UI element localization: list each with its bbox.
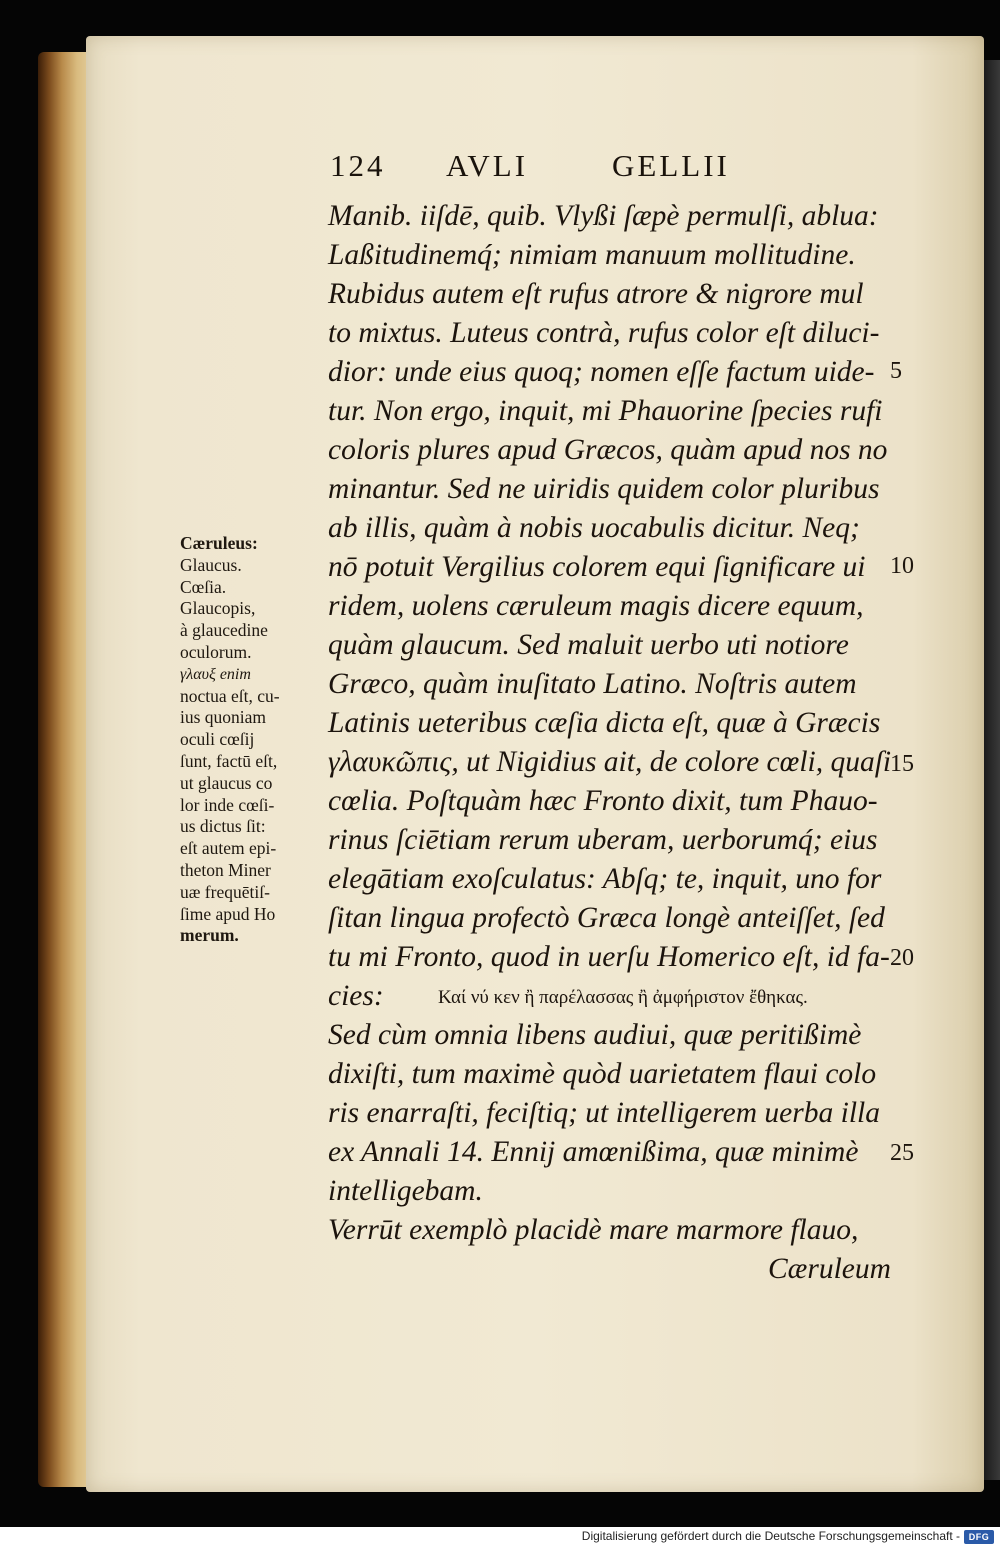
- text-line: ris enarraſti, feciſtiq; ut intelligerem uerba illa: [328, 1097, 880, 1129]
- text-line: γλαυκῶπις, ut Nigidius ait, de colore cœli, quaſi: [328, 746, 892, 778]
- text-line: ex Annali 14. Ennij amœnißima, quæ minimè: [328, 1136, 859, 1168]
- margin-line: Glaucus.: [180, 554, 242, 575]
- text-line: cœlia. Poſtquàm hæc Fronto dixit, tum Phauo-: [328, 785, 878, 817]
- dfg-logo-icon: [964, 1530, 994, 1544]
- line-number: 10: [890, 553, 914, 579]
- greek-quotation: Καί νύ κεν ἢ παρέλασσας ἢ ἀμφήριστον ἔθηκας.: [438, 987, 808, 1008]
- page-number: 124: [330, 148, 386, 183]
- text-line: Rubidus autem eſt rufus atrore & nigrore mul: [328, 278, 864, 310]
- funding-credit: Digitalisierung gefördert durch die Deutsche Forschungsgemeinschaft -: [581, 1529, 960, 1543]
- text-line: to mixtus. Luteus contrà, rufus color eſt diluci-: [328, 317, 880, 349]
- margin-line: oculorum.: [180, 641, 252, 662]
- margin-line: à glaucedine: [180, 620, 268, 641]
- margin-line: lor inde cœſi-: [180, 794, 275, 815]
- margin-line: noctua eſt, cu-: [180, 685, 280, 706]
- text-line: nō potuit Vergilius colorem equi ſignificare ui: [328, 551, 866, 583]
- text-line: tu mi Fronto, quod in uerſu Homerico eſt, id fa-: [328, 941, 890, 973]
- text-line: Latinis ueteribus cæſia dicta eſt, quæ à Græcis: [328, 707, 881, 739]
- dfg-logo-text: DFG: [968, 1532, 990, 1542]
- margin-line: Cœſia.: [180, 576, 227, 597]
- page-gutter-shadow: [984, 60, 1000, 1480]
- text-line: intelligebam.: [328, 1175, 483, 1207]
- margin-line: oculi cœſij: [180, 729, 255, 750]
- running-header: [330, 148, 750, 192]
- margin-line: γλαυξ enim: [180, 665, 251, 683]
- text-line: ab illis, quàm à nobis uocabulis dicitur. Neq;: [328, 512, 860, 544]
- text-line: minantur. Sed ne uiridis quidem color pluribus: [328, 473, 880, 505]
- running-title-author: AVLI: [446, 148, 529, 183]
- text-line: coloris plures apud Græcos, quàm apud nos no: [328, 434, 888, 466]
- text-line: tur. Non ergo, inquit, mi Phauorine ſpecies rufi: [328, 395, 883, 427]
- margin-line: uæ frequētiſ-: [180, 881, 270, 902]
- running-title-name: GELLII: [612, 148, 730, 183]
- text-line: cies:: [328, 980, 384, 1012]
- marginal-note: [180, 533, 330, 947]
- text-line: Laßitudinemq́; nimiam manuum mollitudine.: [328, 239, 856, 271]
- line-number: 15: [890, 751, 914, 777]
- text-line: ſitan lingua profectò Græca longè anteiſſet, ſed: [328, 902, 885, 934]
- text-line: ridem, uolens cæruleum magis dicere equum,: [328, 590, 864, 622]
- line-number: 20: [890, 945, 914, 971]
- margin-line: ſunt, factū eſt,: [180, 750, 278, 771]
- text-line: dixiſti, tum maximè quòd uarietatem flaui colo: [328, 1058, 877, 1090]
- digitization-footer: [0, 1527, 1000, 1547]
- margin-line: Glaucopis,: [180, 598, 256, 619]
- text-line: Manib. iiſdē, quib. Vlyßi ſæpè permulſi, ablua:: [328, 200, 879, 232]
- verse-line: Verrūt exemplò placidè mare marmore flauo,: [328, 1214, 859, 1246]
- margin-line: ſime apud Ho: [180, 903, 276, 924]
- text-line: quàm glaucum. Sed maluit uerbo uti notiore: [328, 629, 849, 661]
- margin-line: theton Miner: [180, 859, 271, 880]
- text-line: rinus ſciētiam rerum uberam, uerborumq́; eius: [328, 824, 878, 856]
- margin-line: ius quoniam: [180, 707, 267, 728]
- margin-line: us dictus ſit:: [180, 816, 266, 837]
- line-number: 5: [890, 358, 902, 384]
- text-line: elegātiam exoſculatus: Abſq; te, inquit, uno for: [328, 863, 882, 895]
- margin-line: eſt autem epi-: [180, 838, 277, 859]
- text-line: Græco, quàm inuſitato Latino. Noſtris autem: [328, 668, 857, 700]
- catchword: Cæruleum: [768, 1253, 891, 1285]
- line-number: 25: [890, 1140, 914, 1166]
- margin-line: ut glaucus co: [180, 772, 273, 793]
- margin-line: merum.: [180, 925, 239, 946]
- text-line: dior: unde eius quoq; nomen eſſe factum uide-: [328, 356, 875, 388]
- text-line: Sed cùm omnia libens audiui, quæ peritißimè: [328, 1019, 862, 1051]
- margin-line: Cæruleus:: [180, 533, 258, 553]
